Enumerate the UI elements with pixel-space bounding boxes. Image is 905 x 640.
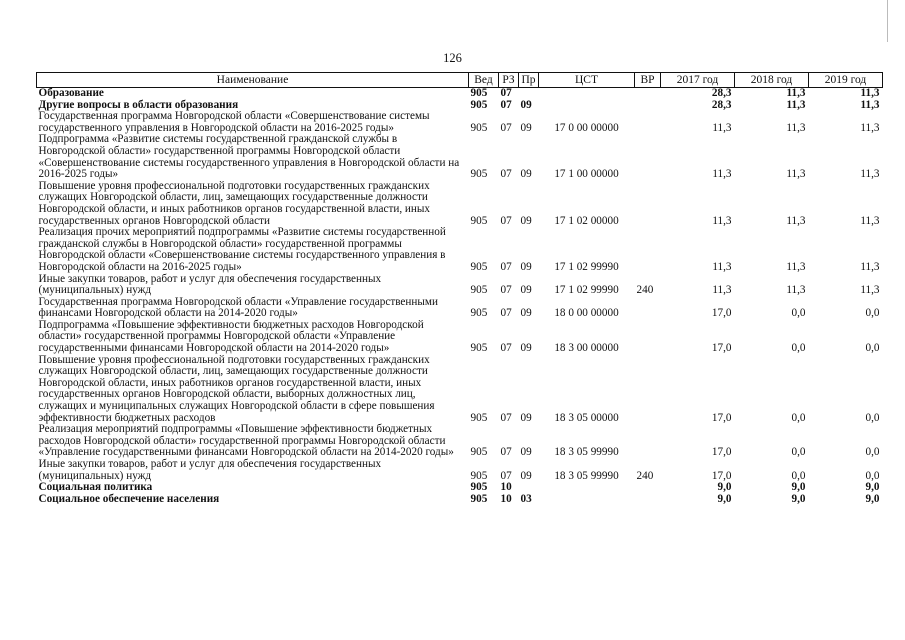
cell-rz: 10 [500, 481, 512, 494]
cell-vr [635, 227, 661, 273]
cell-rz: 10 [500, 492, 512, 505]
cell-2017: 17,0 [711, 307, 732, 320]
cell-2018: 0,0 [791, 446, 806, 459]
cell-rz: 07 [500, 98, 512, 111]
cell-pr: 09 [520, 446, 532, 459]
cell-cst [539, 494, 635, 506]
cell-cst [539, 100, 635, 112]
table-row [37, 227, 883, 273]
header-2017: 2017 год [661, 73, 735, 88]
cell-vr: 240 [636, 469, 654, 482]
cell-name: Подпрограмма «Развитие системы государственной гражданской службы в Новгородской области» государственной программы Новгородской области «Совершенствование системы государственного управления в Новгородской области на 2016-2025 годы» [38, 133, 460, 181]
cell-ved: 905 [470, 411, 488, 424]
table-row [37, 274, 883, 297]
cell-2019: 11,3 [860, 121, 880, 134]
header-ved: Вед [469, 73, 499, 88]
cell-2018: 11,3 [786, 98, 806, 111]
cell-cst: 17 0 00 00000 [554, 121, 619, 134]
cell-pr: 03 [520, 492, 532, 505]
budget-table [36, 72, 883, 505]
cell-2017: 9,0 [717, 492, 732, 505]
cell-vr [635, 181, 661, 227]
cell-2017: 28,3 [711, 98, 732, 111]
table-body [37, 88, 883, 506]
header-rz: РЗ [499, 73, 519, 88]
cell-2018: 11,3 [786, 87, 806, 99]
table-header-row [37, 73, 883, 88]
cell-name: Иные закупки товаров, работ и услуг для обеспечения государственных (муниципальных) нужд [38, 272, 382, 297]
cell-pr: 09 [520, 469, 532, 482]
cell-ved: 905 [470, 307, 488, 320]
table-row [37, 494, 883, 506]
cell-ved: 905 [470, 168, 488, 181]
cell-2019: 0,0 [865, 446, 880, 459]
cell-name: Социальная политика [38, 481, 153, 494]
cell-cst: 18 3 05 99990 [554, 469, 619, 482]
cell-vr [635, 494, 661, 506]
cell-2018: 0,0 [791, 342, 806, 355]
cell-ved: 905 [470, 446, 488, 459]
cell-rz: 07 [500, 260, 512, 273]
cell-vr [635, 88, 661, 100]
cell-ved: 905 [470, 214, 488, 227]
cell-vr [635, 100, 661, 112]
cell-cst: 17 1 02 99990 [554, 284, 619, 297]
cell-rz: 07 [500, 411, 512, 424]
table-row [37, 181, 883, 227]
cell-rz: 07 [500, 446, 512, 459]
page-number: 126 [443, 51, 462, 65]
cell-name: Повышение уровня профессиональной подготовки государственных гражданских служащих Новгородской области, лиц, замещающих государственные должности Новгородской области, иных работников органов государственной власти, иных государственных органов Новгородской области, выборных должностных лиц, служащих и муниципальных служащих Новгородской области в сфере повышения эффективности бюджетных расходов [38, 353, 435, 424]
cell-rz: 07 [500, 168, 512, 181]
cell-vr [635, 297, 661, 320]
cell-2019: 11,3 [860, 214, 880, 227]
cell-ved: 905 [470, 260, 488, 273]
cell-ved: 905 [470, 342, 488, 355]
cell-2019: 11,3 [860, 168, 880, 181]
table-row [37, 355, 883, 425]
cell-ved: 905 [470, 492, 488, 505]
cell-name: Социальное обеспечение населения [38, 492, 220, 505]
cell-vr: 240 [636, 284, 654, 297]
cell-2019: 0,0 [865, 342, 880, 355]
cell-ved: 905 [470, 87, 488, 99]
cell-ved: 905 [470, 481, 488, 494]
table-row [37, 424, 883, 459]
cell-pr: 09 [520, 342, 532, 355]
cell-name: Другие вопросы в области образования [38, 98, 239, 111]
cell-vr [635, 482, 661, 494]
header-name: Наименование [37, 73, 469, 88]
cell-2018: 11,3 [786, 214, 806, 227]
cell-pr: 09 [520, 214, 532, 227]
cell-pr: 09 [520, 411, 532, 424]
cell-rz: 07 [500, 342, 512, 355]
cell-vr [635, 355, 661, 425]
cell-cst: 17 1 02 00000 [554, 214, 619, 227]
cell-ved: 905 [470, 121, 488, 134]
cell-2017: 11,3 [712, 260, 732, 273]
cell-ved: 905 [470, 98, 488, 111]
cell-ved: 905 [470, 284, 488, 297]
cell-rz: 07 [500, 307, 512, 320]
cell-2017: 11,3 [712, 121, 732, 134]
cell-pr: 09 [520, 284, 532, 297]
cell-name: Образование [38, 87, 104, 99]
cell-rz: 07 [500, 121, 512, 134]
cell-cst: 18 0 00 00000 [554, 307, 619, 320]
header-cst: ЦСТ [539, 73, 635, 88]
cell-2017: 9,0 [717, 481, 732, 494]
cell-vr [635, 424, 661, 459]
table-row [37, 88, 883, 100]
cell-rz: 07 [500, 214, 512, 227]
cell-name: Реализация мероприятий подпрограммы «Повышение эффективности бюджетных расходов Новгородской области» государственной программы Новгородской области «Управление государственными финансами Новгородской области на 2014-2020 годы» [38, 423, 454, 459]
cell-2018: 0,0 [791, 469, 806, 482]
cell-name: Иные закупки товаров, работ и услуг для обеспечения государственных (муниципальных) нужд [38, 458, 382, 482]
cell-rz: 07 [500, 469, 512, 482]
cell-vr [635, 320, 661, 355]
cell-2019: 0,0 [865, 411, 880, 424]
scan-edge-mark [887, 0, 888, 42]
cell-2019: 9,0 [865, 492, 880, 505]
table-row [37, 134, 883, 180]
table-row [37, 111, 883, 134]
cell-2018: 11,3 [786, 284, 806, 297]
cell-pr [519, 88, 539, 100]
cell-rz: 07 [500, 87, 512, 99]
cell-2017: 28,3 [711, 87, 732, 99]
cell-2017: 11,3 [712, 168, 732, 181]
cell-pr: 09 [520, 260, 532, 273]
cell-2019: 11,3 [860, 87, 880, 99]
cell-cst: 18 3 05 00000 [554, 411, 619, 424]
cell-cst [539, 482, 635, 494]
cell-2019: 9,0 [865, 481, 880, 494]
cell-2017: 11,3 [712, 214, 732, 227]
cell-2019: 11,3 [860, 260, 880, 273]
header-2018: 2018 год [735, 73, 809, 88]
cell-2017: 17,0 [711, 342, 732, 355]
cell-vr [635, 111, 661, 134]
cell-2017: 17,0 [711, 411, 732, 424]
cell-pr: 09 [520, 168, 532, 181]
cell-name: Реализация прочих мероприятий подпрограммы «Развитие системы государственной гражданской службы в Новгородской области» государственной программы Новгородской области «Совершенствование системы государственного управления в Новгородской области на 2016-2025 годы» [38, 226, 446, 273]
cell-2018: 0,0 [791, 307, 806, 320]
cell-2017: 17,0 [711, 446, 732, 459]
cell-rz: 07 [500, 284, 512, 297]
cell-2018: 9,0 [791, 492, 806, 505]
header-pr: Пр [519, 73, 539, 88]
cell-2018: 11,3 [786, 121, 806, 134]
cell-2018: 0,0 [791, 411, 806, 424]
cell-pr: 09 [520, 307, 532, 320]
header-2019: 2019 год [809, 73, 883, 88]
cell-2019: 11,3 [860, 284, 880, 297]
cell-2017: 17,0 [711, 469, 732, 482]
cell-2018: 11,3 [786, 168, 806, 181]
cell-cst: 17 1 00 00000 [554, 168, 619, 181]
cell-cst: 18 3 05 99990 [554, 446, 619, 459]
cell-2019: 0,0 [865, 469, 880, 482]
cell-vr [635, 134, 661, 180]
cell-cst: 17 1 02 99990 [554, 260, 619, 273]
table-row [37, 459, 883, 482]
cell-2018: 9,0 [791, 481, 806, 494]
cell-name: Государственная программа Новгородской области «Управление государственными финансами Новгородской области на 2014-2020 годы» [38, 295, 438, 320]
cell-name: Подпрограмма «Повышение эффективности бюджетных расходов Новгородской области» государственной программы Новгородской области «Управление государственными финансами Новгородской области на 2014-2020 годы» [38, 318, 424, 355]
cell-ved: 905 [470, 469, 488, 482]
cell-pr: 09 [520, 98, 532, 111]
cell-2019: 0,0 [865, 307, 880, 320]
cell-pr: 09 [520, 121, 532, 134]
table-row [37, 320, 883, 355]
cell-cst [539, 88, 635, 100]
cell-2017: 11,3 [712, 284, 732, 297]
cell-cst: 18 3 00 00000 [554, 342, 619, 355]
table-row [37, 297, 883, 320]
cell-name: Повышение уровня профессиональной подготовки государственных гражданских служащих Новгородской области, лиц, замещающих государственные должности Новгородской области, и иных работников органов государственной власти, иных государственных органов Новгородской области [38, 179, 431, 227]
header-vr: ВР [635, 73, 661, 88]
cell-2018: 11,3 [786, 260, 806, 273]
cell-2019: 11,3 [860, 98, 880, 111]
cell-name: Государственная программа Новгородской области «Совершенствование системы государственного управления в Новгородской области на 2016-2025 годы» [38, 110, 430, 134]
